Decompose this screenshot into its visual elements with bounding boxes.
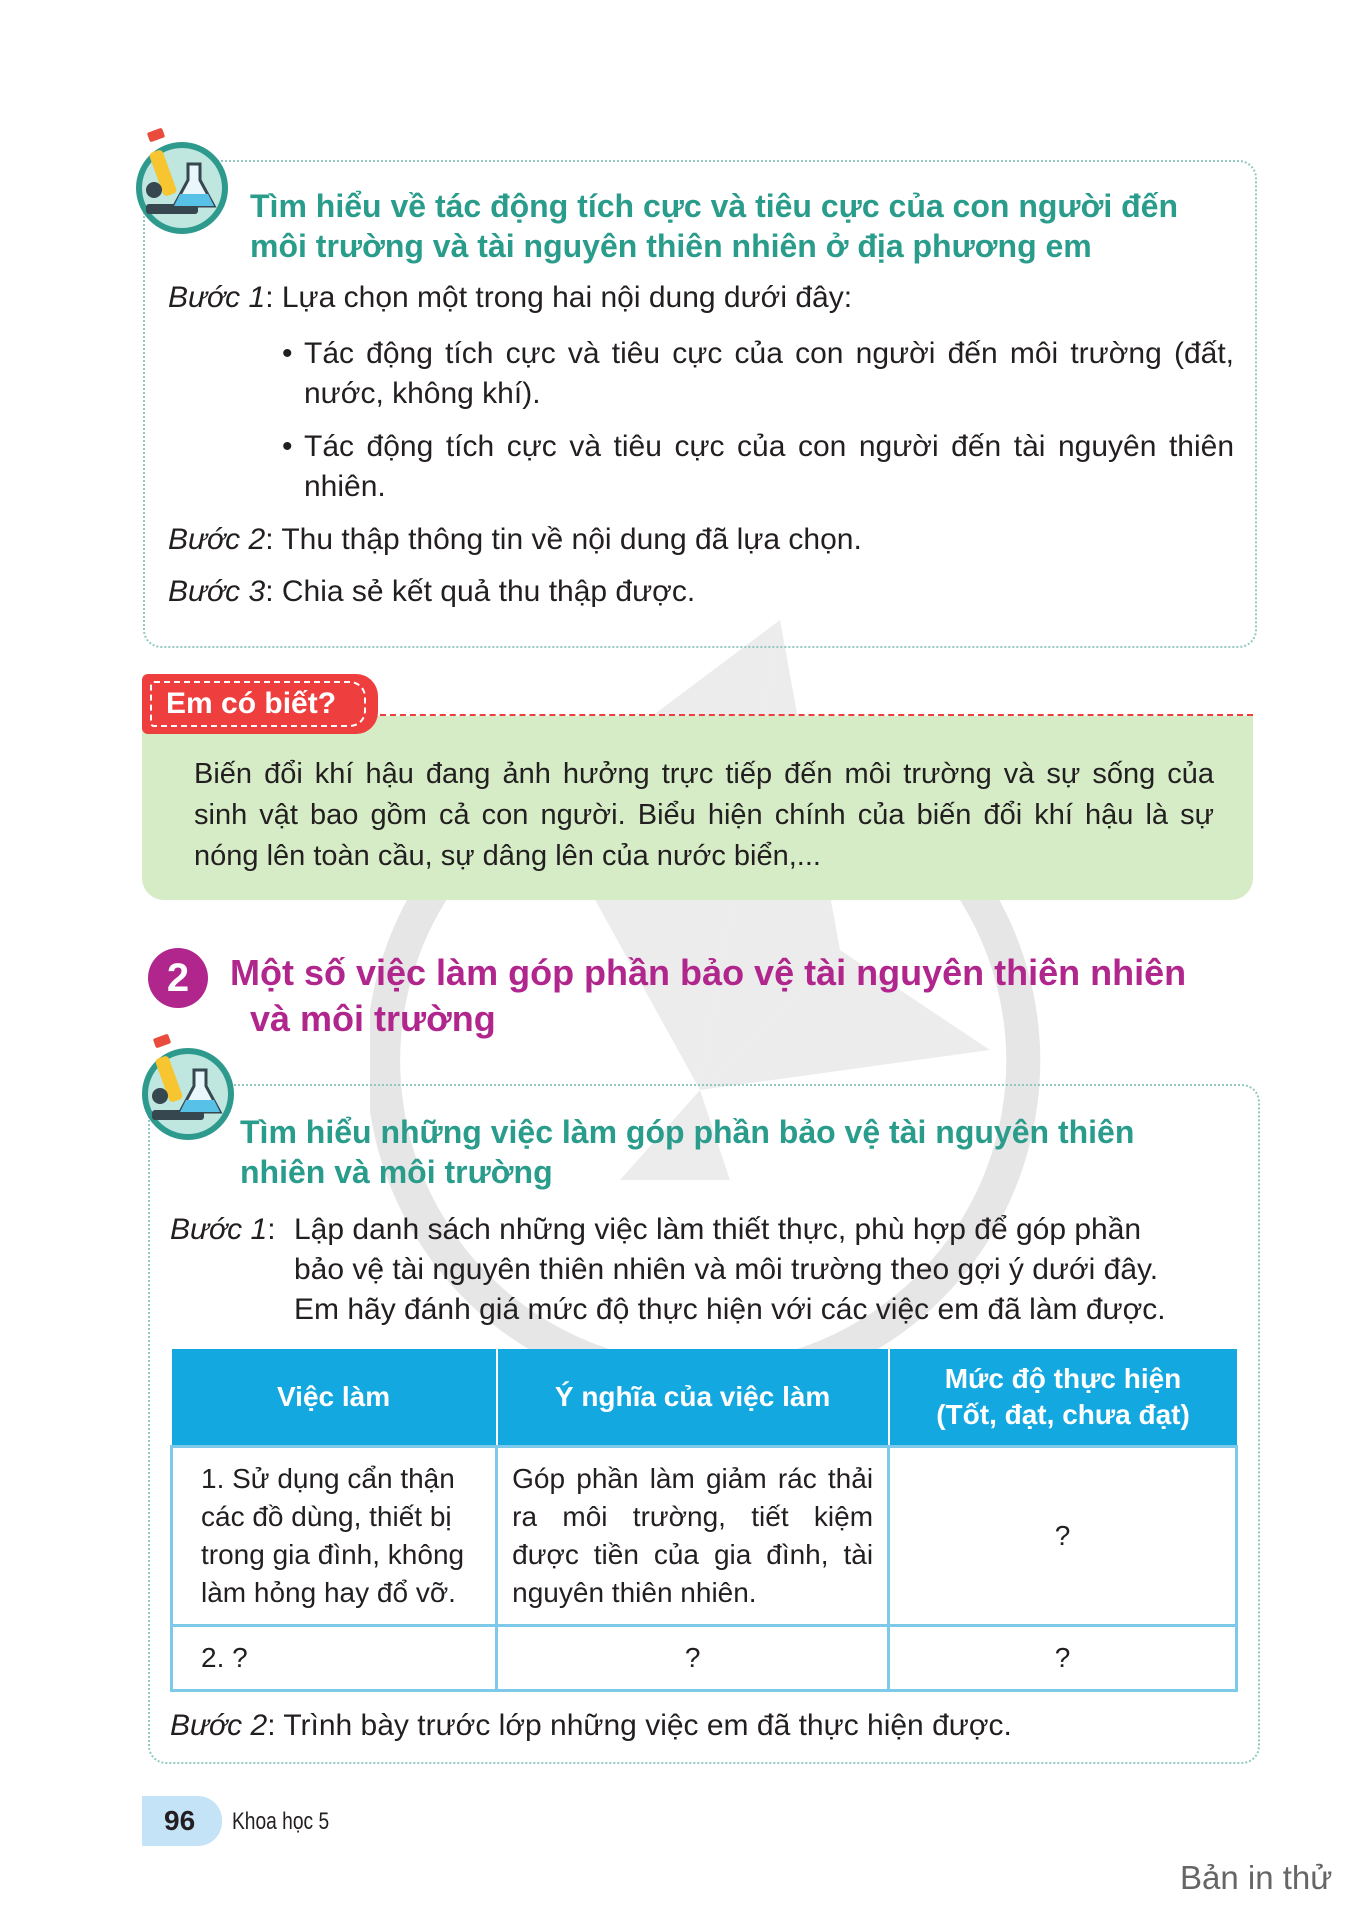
activity-2-step-1-label [170,1210,276,1250]
step-label: Bước 1 [170,1213,268,1246]
table-header-action: Việc làm [172,1349,497,1447]
activity-1-bullet-2: Tác động tích cực và tiêu cực của con người đến tài nguyên thiên nhiên. [304,430,1234,503]
table-cell-action: 2. ? [172,1626,497,1691]
step-text-line: bảo vệ tài nguyên thiên nhiên và môi trường theo gợi ý dưới đây. [294,1253,1159,1286]
activity-1-title-line: môi trường và tài nguyên thiên nhiên ở địa phương em [250,228,1092,264]
table-header-row [172,1349,1237,1447]
step-label: Bước 3 [168,575,266,608]
section-title-line-1: Một số việc làm góp phần bảo vệ tài nguyên thiên nhiên [230,952,1187,993]
step-text-line: Em hãy đánh giá mức độ thực hiện với các việc em đã làm được. [294,1293,1166,1326]
activity-2-step-1-text [294,1210,1239,1330]
activity-1-step-1 [168,278,852,318]
activity-2-step-2 [170,1706,1012,1746]
activity-2-title-line: Tìm hiểu những việc làm góp phần bảo vệ tài nguyên thiên [240,1114,1135,1150]
activity-2-title-line: nhiên và môi trường [240,1154,553,1190]
table-header-level-line: Mức độ thực hiện [944,1363,1182,1394]
activity-1-title-line: Tìm hiểu về tác động tích cực và tiêu cực của con người đến [250,188,1179,224]
activity-table [170,1349,1238,1692]
did-you-know-tag-label: Em có biết? [150,681,366,727]
step-text: : Chia sẻ kết quả thu thập được. [265,575,696,608]
table-cell-action: 1. Sử dụng cẩn thận các đồ dùng, thiết bị trong gia đình, không làm hỏng hay đổ vỡ. [172,1447,497,1626]
table-row [172,1626,1237,1691]
step-label: Bước 2 [170,1709,268,1742]
table-header-level [889,1349,1237,1447]
bullet-dot: • [282,337,293,370]
table-header-meaning: Ý nghĩa của việc làm [497,1349,889,1447]
step-text: : Thu thập thông tin về nội dung đã lựa chọn. [265,523,862,556]
step-colon: : [267,1213,276,1246]
book-title: Khoa học 5 [232,1808,330,1835]
step-text-line: Lập danh sách những việc làm thiết thực, phù hợp để góp phần [294,1213,1142,1246]
bullet-dot: • [282,430,293,463]
section-title-line-2: và môi trường [250,998,496,1039]
activity-1-title [250,186,1250,266]
activity-1-bullet-1: Tác động tích cực và tiêu cực của con người đến môi trường (đất, nước, không khí). [304,337,1234,410]
did-you-know-text: Biến đổi khí hậu đang ảnh hưởng trực tiếp đến môi trường và sự sống của sinh vật bao gồm cả con người. Biểu hiện chính của biến đổi khí hậu là sự nóng lên toàn cầu, sự dâng lên của nước biển,... [194,758,1214,872]
page-number: 96 [142,1796,222,1846]
microscope-flask-icon [136,1026,236,1146]
table-cell-level: ? [889,1447,1237,1626]
microscope-flask-icon [130,120,230,240]
step-text: : Trình bày trước lớp những việc em đã thực hiện được. [267,1709,1012,1742]
activity-2-title [240,1112,1240,1192]
table-header-level-line: (Tốt, đạt, chưa đạt) [936,1399,1190,1430]
table-cell-meaning: Góp phần làm giảm rác thải ra môi trường, tiết kiệm được tiền của gia đình, tài nguyên thiên nhiên. [497,1447,889,1626]
did-you-know-tag [142,674,378,734]
table-cell-level: ? [889,1626,1237,1691]
step-label: Bước 2 [168,523,266,556]
draft-mark: Bản in thử [1180,1859,1333,1896]
section-number-badge: 2 [148,948,208,1008]
table-cell-meaning: ? [497,1626,889,1691]
did-you-know-divider [380,714,1253,716]
activity-1-step-3 [168,572,695,612]
step-text: : Lựa chọn một trong hai nội dung dưới đây: [265,281,853,314]
activity-1-step-2 [168,520,862,560]
table-row [172,1447,1237,1626]
step-label: Bước 1 [168,281,266,314]
